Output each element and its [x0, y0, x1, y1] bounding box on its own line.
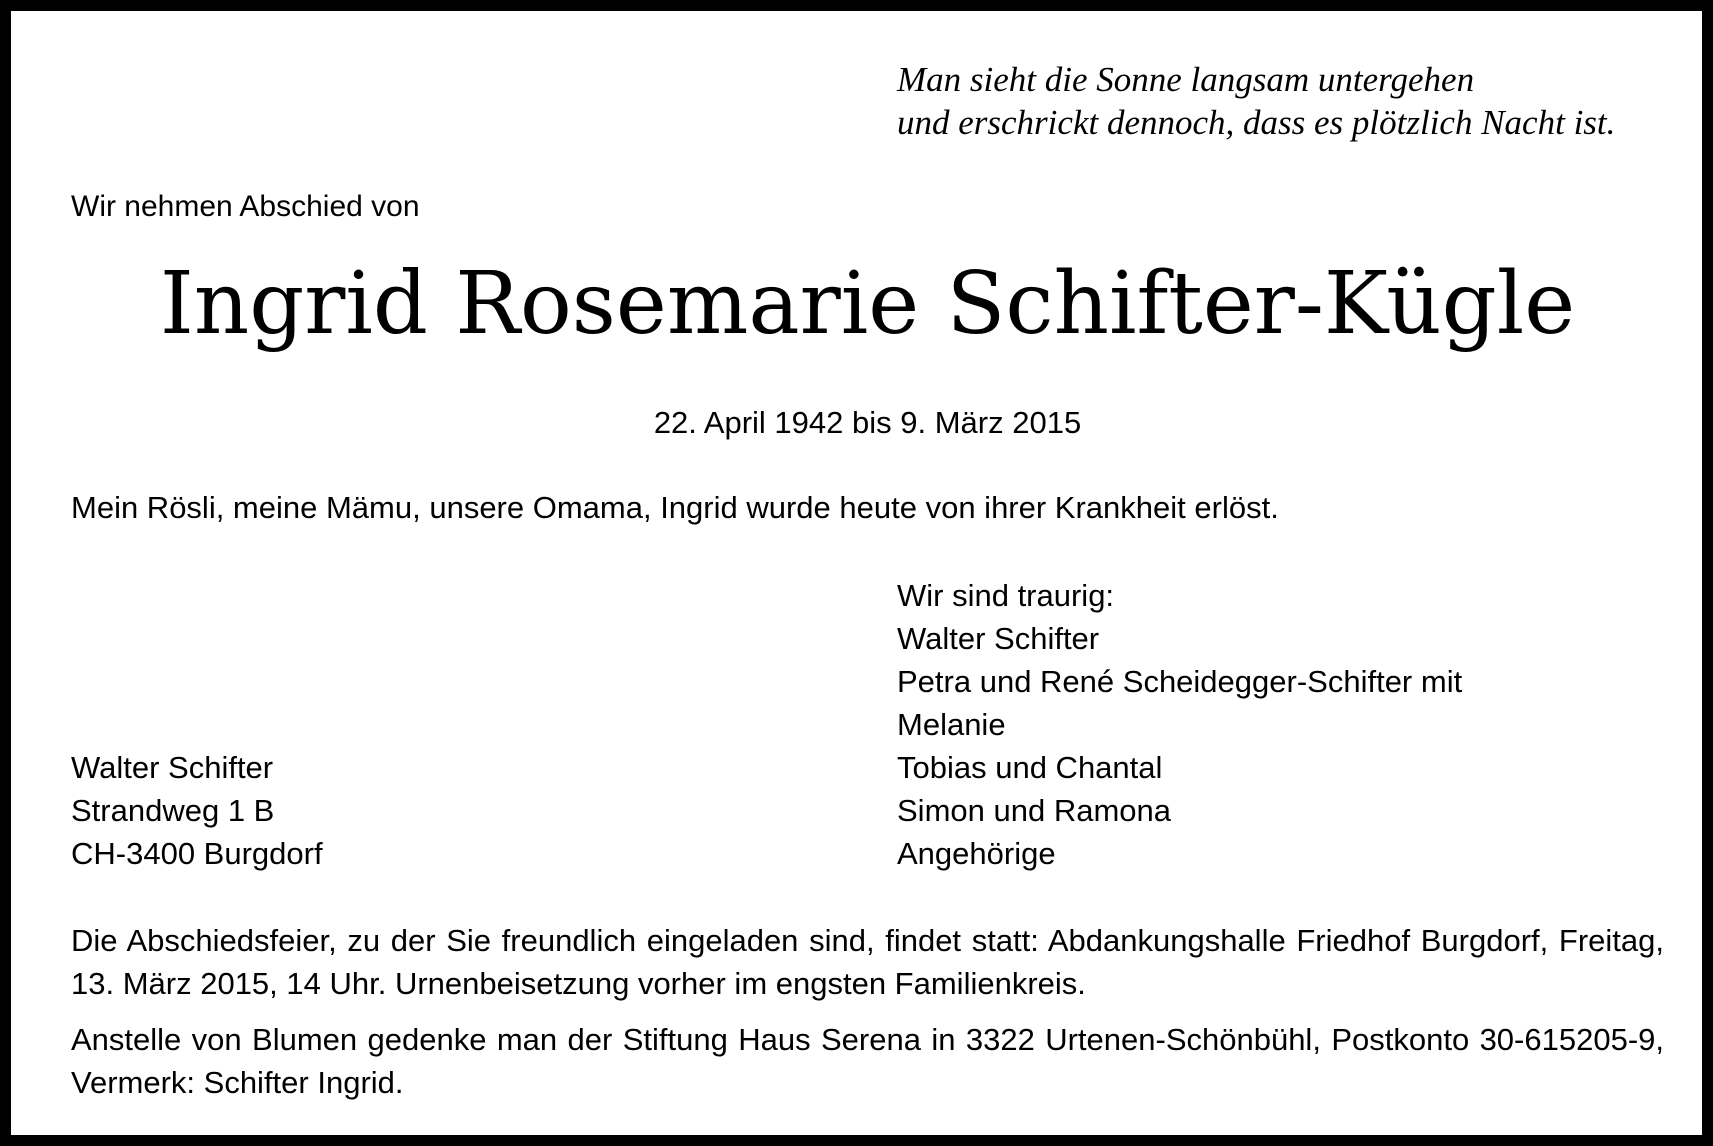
ceremony-notice: Die Abschiedsfeier, zu der Sie freundlich eingeladen sind, findet statt: Abdankungshalle Friedhof Burgdorf, Freitag, 13. März 2015, 14 Uhr. Urnenbeisetzung vorher im engsten Familienkreis.	[71, 923, 1664, 1001]
mourner-name: Walter Schifter	[897, 621, 1100, 656]
motto-line-2: und erschrickt dennoch, dass es plötzlich Nacht ist.	[897, 103, 1616, 142]
mourner-name: Petra und René Scheidegger-Schifter mit	[897, 664, 1463, 699]
mourner-name: Tobias und Chantal	[897, 750, 1163, 785]
address-city: CH-3400 Burgdorf	[71, 836, 323, 871]
motto-quote	[897, 58, 1677, 144]
intro-text: Wir nehmen Abschied von	[71, 190, 420, 223]
deceased-name: Ingrid Rosemarie Schifter-Kügle	[159, 254, 1576, 354]
address-name: Walter Schifter	[71, 750, 274, 785]
mourner-name: Simon und Ramona	[897, 793, 1171, 828]
farewell-message: Mein Rösli, meine Mämu, unsere Omama, Ingrid wurde heute von ihrer Krankheit erlöst.	[71, 490, 1279, 525]
motto-line-1: Man sieht die Sonne langsam untergehen	[897, 60, 1475, 99]
mourner-name: Angehörige	[897, 836, 1056, 871]
mourners-list	[897, 574, 1677, 875]
donation-notice: Anstelle von Blumen gedenke man der Stiftung Haus Serena in 3322 Urtenen-Schönbühl, Postkonto 30-615205-9, Vermerk: Schifter Ingrid.	[71, 1022, 1664, 1100]
contact-address	[71, 746, 323, 875]
life-dates: 22. April 1942 bis 9. März 2015	[653, 405, 1082, 440]
mourner-name: Melanie	[897, 707, 1006, 742]
mourners-heading: Wir sind traurig:	[897, 578, 1115, 613]
address-street: Strandweg 1 B	[71, 793, 275, 828]
